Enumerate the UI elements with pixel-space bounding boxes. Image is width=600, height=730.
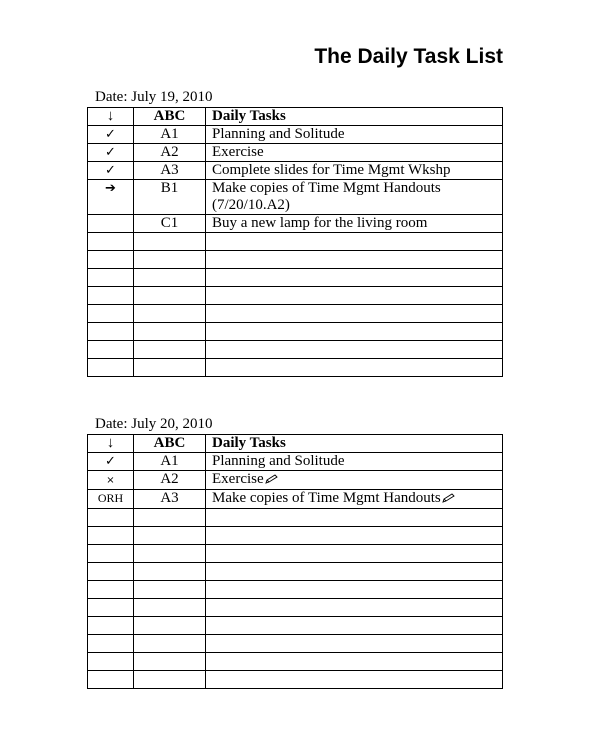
task-cell [206, 471, 503, 490]
table-row [88, 490, 503, 509]
empty-row [88, 653, 503, 671]
status-header-arrow-icon: ↓ [88, 108, 134, 126]
empty-row [88, 671, 503, 689]
empty-row [88, 599, 503, 617]
task-text [206, 180, 503, 215]
table-row [88, 144, 503, 162]
empty-row [88, 251, 503, 269]
task-text-line-2: (7/20/10.A2) [212, 197, 290, 213]
empty-row [88, 617, 503, 635]
empty-row [88, 323, 503, 341]
page-title: The Daily Task List [314, 45, 503, 68]
forwarded-arrow-icon: ➔ [105, 181, 116, 196]
abc-header: ABC [134, 108, 206, 126]
task-text: Exercise [212, 471, 264, 487]
empty-row [88, 509, 503, 527]
task-text: Planning and Solitude [206, 453, 503, 471]
empty-row [88, 581, 503, 599]
cross-icon: × [106, 475, 115, 486]
empty-row [88, 563, 503, 581]
priority-code: A3 [134, 490, 206, 509]
pencil-icon [265, 472, 278, 489]
priority-code: C1 [134, 215, 206, 233]
task-cell [206, 490, 503, 509]
empty-row [88, 233, 503, 251]
abc-header: ABC [134, 435, 206, 453]
empty-row [88, 287, 503, 305]
table-row [88, 126, 503, 144]
priority-code: A2 [134, 471, 206, 490]
task-text: Make copies of Time Mgmt Handouts [212, 490, 441, 506]
empty-row [88, 635, 503, 653]
table-header-row [88, 435, 503, 453]
empty-row [88, 527, 503, 545]
list-2-date: Date: July 20, 2010 [95, 416, 213, 432]
empty-row [88, 305, 503, 323]
empty-row [88, 269, 503, 287]
daily-tasks-header: Daily Tasks [206, 435, 503, 453]
checkmark-icon: ✓ [105, 145, 116, 160]
task-text: Planning and Solitude [206, 126, 503, 144]
table-row [88, 162, 503, 180]
table-row [88, 471, 503, 490]
table-row [88, 180, 503, 215]
checkmark-icon: ✓ [105, 454, 116, 469]
priority-code: A1 [134, 453, 206, 471]
priority-code: B1 [134, 180, 206, 215]
status-header-arrow-icon: ↓ [88, 435, 134, 453]
empty-row [88, 359, 503, 377]
task-text: Complete slides for Time Mgmt Wkshp [206, 162, 503, 180]
empty-row [88, 545, 503, 563]
task-text: Exercise [206, 144, 503, 162]
checkmark-icon: ✓ [105, 163, 116, 178]
list-1-date: Date: July 19, 2010 [95, 89, 213, 105]
empty-row [88, 341, 503, 359]
task-text: Buy a new lamp for the living room [206, 215, 503, 233]
priority-code: A1 [134, 126, 206, 144]
priority-code: A3 [134, 162, 206, 180]
priority-code: A2 [134, 144, 206, 162]
task-table-1 [87, 107, 503, 377]
table-header-row [88, 108, 503, 126]
daily-tasks-header: Daily Tasks [206, 108, 503, 126]
pencil-icon [442, 491, 455, 508]
table-row [88, 215, 503, 233]
table-row [88, 453, 503, 471]
delegated-initials: ORH [97, 491, 124, 505]
task-table-2 [87, 434, 503, 689]
checkmark-icon: ✓ [105, 127, 116, 142]
task-text-line-1: Make copies of Time Mgmt Handouts [212, 180, 441, 196]
